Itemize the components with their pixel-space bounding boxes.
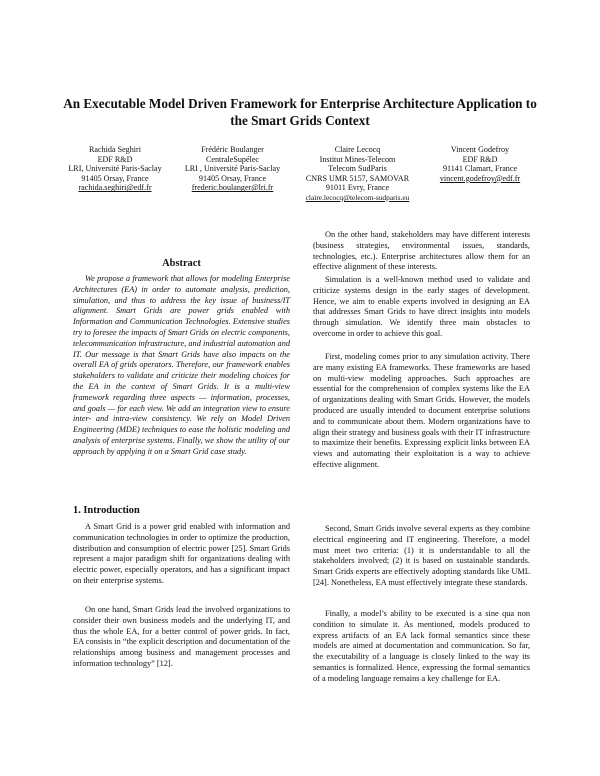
author-name: Frédéric Boulanger	[201, 145, 264, 154]
section-heading-introduction: 1. Introduction	[73, 505, 140, 516]
author-affiliation-line: 91011 Evry, France	[325, 183, 390, 193]
author-affiliation-line: LRI, Université Paris-Saclay	[68, 164, 162, 174]
author-2	[170, 145, 295, 193]
author-affiliation-line: 91141 Clamart, France	[442, 164, 518, 174]
author-affiliation-line: 91405 Orsay, France	[81, 173, 149, 183]
author-affiliation-line: EDF R&D	[97, 154, 133, 164]
right-paragraph-5: Finally, a model’s ability to be executed is a sine qua non condition to simulate it. As mentioned, models produced to express artifacts of an EA lack formal semantics since these models are aimed at documentation and communication. So far, the executability of a language is closely linked to the way its semantics is formalized. Hence, expressing the formal semantics of a modeling language remains a key challenge for EA.	[313, 609, 530, 683]
author-name: Claire Lecocq	[334, 145, 381, 154]
author-name: Rachida Seghiri	[89, 145, 141, 154]
right-paragraph-4: Second, Smart Grids involve several experts as they combine electrical engineering and IT engineering. Therefore, a model must meet two criteria: (1) it is understandable to all the stakeholders involved; (2) it is based on sustainable standards. Smart Grids experts are effectively adopting standards like UML [24]. Nonetheless, EA must effectively integrate these standards.	[313, 524, 530, 587]
intro-paragraph-1: A Smart Grid is a power grid enabled with information and communication technologies in order to optimize the production, distribution and consumption of electric power [25]. Smart Grids represent a major paradigm shift for organizations dealing with electric power, especially operators, and has a significant impact on their enterprise systems.	[73, 522, 290, 585]
author-affiliation-line: Telecom SudParis	[328, 164, 387, 174]
right-paragraph-1: On the other hand, stakeholders may have different interests (business strategies, environmental issues, standards, technologies, etc.). Enterprise architectures allow them for an effective alignment of these interests.	[313, 230, 530, 272]
author-email[interactable]: claire.lecocq@telecom-sudparis.eu	[305, 192, 410, 202]
intro-paragraph-2: On one hand, Smart Grids lead the involved organizations to consider their own business models and the underlying IT, and thus the whole EA, for a better control of power grids. In fact, EA consists in “the explicit description and documentation of the relationships among business and management processes and information technology” [12].	[73, 605, 290, 668]
author-1	[60, 145, 170, 193]
author-affiliation-line: 91405 Orsay, France	[198, 173, 267, 183]
right-paragraph-3: First, modeling comes prior to any simulation activity. There are many existing EA frameworks. These frameworks are based on multi-view modeling approaches. Such approaches are essential for the comprehension of complex systems like the EA of organizations dealing with Smart Grids. However, the models produced are usually intended to document enterprise solutions and to communicate about them. Modern organizations have to align their strategy and business goals with their IT infrastructure to maximize their benefits. Expressing explicit links between EA views and automating their exploitation is a way to achieve effective alignment.	[313, 352, 530, 469]
author-3	[295, 145, 420, 203]
author-affiliation-line: CNRS UMR 5157, SAMOVAR	[305, 173, 410, 183]
right-paragraph-2: Simulation is a well-known method used to validate and criticize systems design in the early stages of development. Hence, we aim to enable experts involved in designing an EA that addresses Smart Grids to have direct insights into models through simulation. We identify three main obstacles to overcome in order to achieve this goal.	[313, 275, 530, 338]
author-name: Vincent Godefroy	[450, 145, 510, 154]
author-affiliation-line: EDF R&D	[462, 154, 498, 164]
author-affiliation-line: CentraleSupélec	[205, 154, 260, 164]
author-4	[420, 145, 540, 183]
abstract-text: We propose a framework that allows for modeling Enterprise Architectures (EA) in order to automate analysis, prediction, simulation, and thus to address the key issue of business/IT alignment. Smart Grids are power grids enabled with Information and Communication Technologies. Extensive studies try to foresee the impacts of Smart Grids on electric components, telecommunication infrastructure, and industrial automation and IT. Our message is that Smart Grids have also impacts on the overall EA of grids operators. Therefore, our framework enables stakeholders to validate and criticize their modeling choices for the EA in the context of Smart Grids. It is a multi-view framework regarding three aspects — information, processes, and goals — for each view. We add an integration view to ensure inter- and intra-view consistency. We rely on Model Driven Engineering (MDE) techniques to ease the holistic modeling and analysis of enterprise systems. Finally, we show the utility of our approach by applying it on a Smart Grid case study.	[73, 274, 290, 456]
author-affiliation-line: Institut Mines-Telecom	[319, 154, 396, 164]
author-email[interactable]: rachida.seghiri@edf.fr	[78, 183, 152, 193]
abstract-heading: Abstract	[162, 258, 201, 269]
author-block	[60, 145, 540, 235]
paper-title: An Executable Model Driven Framework for Enterprise Architecture Application to the Smart Grids Context	[63, 96, 537, 128]
author-email[interactable]: frederic.boulanger@lri.fr	[191, 183, 274, 193]
author-email[interactable]: vincent.godefroy@edf.fr	[439, 173, 521, 183]
author-affiliation-line: LRI , Université Paris-Saclay	[184, 164, 281, 174]
